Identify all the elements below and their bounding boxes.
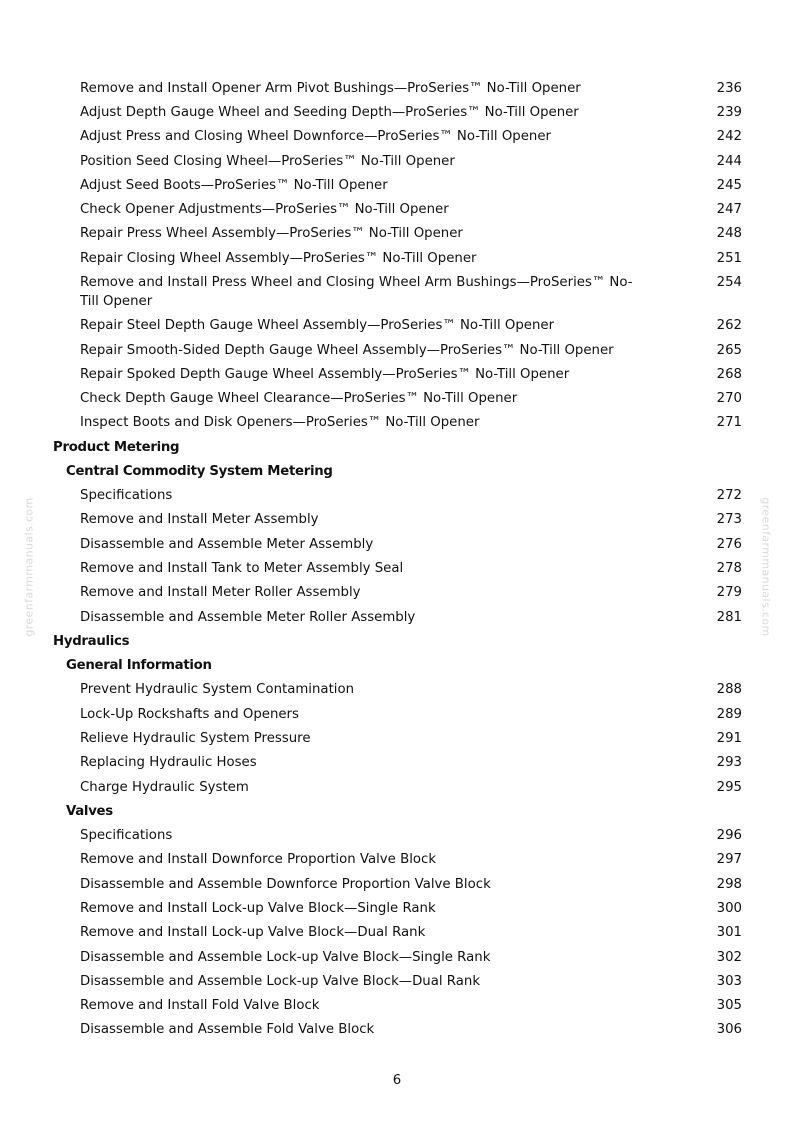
toc-entry-title: Repair Smooth-Sided Depth Gauge Wheel Assembly—ProSeries™ No-Till Opener — [80, 342, 614, 358]
toc-entry-page-number: 272 — [716, 488, 742, 504]
toc-entry-title: Repair Closing Wheel Assembly—ProSeries™ No-Till Opener — [80, 250, 477, 266]
toc-entry[interactable] — [0, 848, 794, 872]
toc-entry-page-number: 248 — [716, 226, 742, 242]
toc-entry[interactable] — [0, 921, 794, 945]
toc-entry-title: Position Seed Closing Wheel—ProSeries™ No-Till Opener — [80, 153, 455, 169]
toc-entry-title: Remove and Install Fold Valve Block — [80, 998, 320, 1014]
toc-entry-title: Disassemble and Assemble Lock-up Valve Block—Single Rank — [80, 949, 491, 965]
toc-entry-page-number: 244 — [716, 153, 742, 169]
toc-entry-page-number: 245 — [716, 177, 742, 193]
toc-subsection-heading[interactable] — [0, 799, 794, 823]
toc-entry[interactable] — [0, 726, 794, 750]
toc-entry[interactable] — [0, 823, 794, 847]
toc-entry-page-number: 293 — [716, 755, 742, 771]
toc-entry[interactable] — [0, 314, 794, 338]
toc-entry-page-number: 298 — [716, 876, 742, 892]
toc-entry-page-number: 302 — [716, 949, 742, 965]
toc-entry-page-number: 251 — [716, 250, 742, 266]
toc-entry-title: Remove and Install Lock-up Valve Block—Dual Rank — [80, 925, 426, 941]
toc-entry-page-number: 289 — [716, 706, 742, 722]
toc-entry-title: Charge Hydraulic System — [80, 779, 249, 795]
toc-entry-page-number: 303 — [716, 973, 742, 989]
toc-entry-title: Valves — [66, 803, 113, 819]
toc-entry-page-number: 262 — [716, 318, 742, 334]
toc-entry-title: Specifications — [80, 828, 173, 844]
toc-entry-title: Disassemble and Assemble Meter Assembly — [80, 536, 374, 552]
toc-entry[interactable] — [0, 678, 794, 702]
toc-entry-page-number: 281 — [716, 609, 742, 625]
toc-entry[interactable] — [0, 100, 794, 124]
toc-entry-page-number: 295 — [716, 779, 742, 795]
toc-entry[interactable] — [0, 581, 794, 605]
toc-entry-title: Inspect Boots and Disk Openers—ProSeries™ No-Till Opener — [80, 415, 480, 431]
toc-entry-title: Product Metering — [53, 439, 180, 455]
toc-entry[interactable] — [0, 945, 794, 969]
toc-entry-page-number: 236 — [716, 80, 742, 96]
toc-entry-title: Adjust Press and Closing Wheel Downforce—ProSeries™ No-Till Opener — [80, 129, 551, 145]
toc-entry-page-number: 306 — [716, 1022, 742, 1038]
toc-entry-title: General Information — [66, 658, 212, 674]
toc-entry[interactable] — [0, 246, 794, 270]
watermark-left: greenfarmmanuals.com — [22, 497, 36, 637]
toc-subsection-heading[interactable] — [0, 653, 794, 677]
watermark-right: greenfarmmanuals.com — [759, 497, 773, 637]
toc-entry-page-number: 288 — [716, 682, 742, 698]
toc-entry-page-number: 279 — [716, 585, 742, 601]
toc-entry-title: Disassemble and Assemble Fold Valve Block — [80, 1022, 375, 1038]
toc-entry-page-number: 276 — [716, 536, 742, 552]
toc-entry-page-number: 301 — [716, 925, 742, 941]
toc-entry-title: Repair Spoked Depth Gauge Wheel Assembly—ProSeries™ No-Till Opener — [80, 366, 570, 382]
toc-entry-title: Specifications — [80, 488, 173, 504]
toc-entry[interactable] — [0, 508, 794, 532]
toc-entry-title: Remove and Install Press Wheel and Closing Wheel Arm Bushings—ProSeries™ No-Till Opener — [80, 274, 633, 309]
toc-entry-title: Prevent Hydraulic System Contamination — [80, 682, 355, 698]
toc-entry[interactable] — [0, 775, 794, 799]
toc-entry-page-number: 297 — [716, 852, 742, 868]
toc-entry-title: Remove and Install Lock-up Valve Block—Single Rank — [80, 900, 436, 916]
toc-entry-page-number: 254 — [716, 274, 742, 290]
toc-entry-title: Check Depth Gauge Wheel Clearance—ProSeries™ No-Till Opener — [80, 391, 518, 407]
toc-entry[interactable] — [0, 872, 794, 896]
toc-entry[interactable] — [0, 993, 794, 1017]
toc-entry-title: Adjust Depth Gauge Wheel and Seeding Depth—ProSeries™ No-Till Opener — [80, 104, 579, 120]
toc-entry[interactable] — [0, 896, 794, 920]
toc-entry-page-number: 300 — [716, 900, 742, 916]
toc-entry-title: Disassemble and Assemble Meter Roller Assembly — [80, 609, 416, 625]
toc-entry-page-number: 296 — [716, 828, 742, 844]
toc-entry-title: Lock-Up Rockshafts and Openers — [80, 706, 299, 722]
toc-entry-title: Remove and Install Opener Arm Pivot Bushings—ProSeries™ No-Till Opener — [80, 80, 581, 96]
toc-entry-title: Adjust Seed Boots—ProSeries™ No-Till Opener — [80, 177, 388, 193]
toc-section-heading[interactable] — [0, 435, 794, 459]
toc-entry[interactable] — [0, 197, 794, 221]
toc-entry-title: Remove and Install Downforce Proportion Valve Block — [80, 852, 437, 868]
toc-entry[interactable] — [0, 411, 794, 435]
toc-entry-page-number: 278 — [716, 561, 742, 577]
toc-subsection-heading[interactable] — [0, 459, 794, 483]
toc-entry-title: Repair Press Wheel Assembly—ProSeries™ No-Till Opener — [80, 226, 463, 242]
toc-entry[interactable] — [0, 270, 794, 313]
toc-entry[interactable] — [0, 484, 794, 508]
toc-entry[interactable] — [0, 532, 794, 556]
toc-entry-page-number: 270 — [716, 391, 742, 407]
toc-section-heading[interactable] — [0, 629, 794, 653]
toc-entry[interactable] — [0, 969, 794, 993]
toc-entry-title: Central Commodity System Metering — [66, 463, 333, 479]
toc-entry-title: Relieve Hydraulic System Pressure — [80, 731, 311, 746]
toc-entry-page-number: 273 — [716, 512, 742, 528]
toc-entry[interactable] — [0, 222, 794, 246]
table-of-contents — [0, 76, 794, 1042]
toc-entry-title: Repair Steel Depth Gauge Wheel Assembly—ProSeries™ No-Till Opener — [80, 318, 555, 334]
toc-entry[interactable] — [0, 605, 794, 629]
toc-entry-title: Disassemble and Assemble Lock-up Valve Block—Dual Rank — [80, 973, 481, 989]
toc-entry[interactable] — [0, 362, 794, 386]
toc-entry-page-number: 247 — [716, 202, 742, 218]
toc-entry-page-number: 239 — [716, 104, 742, 120]
page-number: 6 — [392, 1073, 402, 1088]
toc-entry[interactable] — [0, 751, 794, 775]
toc-entry-title: Replacing Hydraulic Hoses — [80, 755, 257, 771]
toc-entry[interactable] — [0, 338, 794, 362]
toc-entry[interactable] — [0, 386, 794, 410]
toc-entry[interactable] — [0, 149, 794, 173]
toc-entry-page-number: 271 — [716, 415, 742, 431]
toc-entry-page-number: 242 — [716, 129, 742, 145]
toc-entry-page-number: 268 — [716, 366, 742, 382]
toc-entry[interactable] — [0, 1018, 794, 1042]
toc-entry-title: Check Opener Adjustments—ProSeries™ No-Till Opener — [80, 202, 449, 218]
toc-entry-title: Remove and Install Meter Assembly — [80, 512, 319, 528]
toc-entry[interactable] — [0, 556, 794, 580]
toc-entry-title: Disassemble and Assemble Downforce Proportion Valve Block — [80, 876, 491, 892]
toc-entry-title: Remove and Install Meter Roller Assembly — [80, 585, 361, 601]
toc-entry[interactable] — [0, 702, 794, 726]
toc-entry[interactable] — [0, 76, 794, 100]
toc-entry-page-number: 291 — [716, 731, 742, 746]
toc-entry-title: Hydraulics — [53, 633, 130, 649]
toc-entry-title: Remove and Install Tank to Meter Assembly Seal — [80, 561, 404, 577]
toc-entry[interactable] — [0, 125, 794, 149]
toc-entry[interactable] — [0, 173, 794, 197]
toc-entry-page-number: 305 — [716, 998, 742, 1014]
toc-entry-page-number: 265 — [716, 342, 742, 358]
